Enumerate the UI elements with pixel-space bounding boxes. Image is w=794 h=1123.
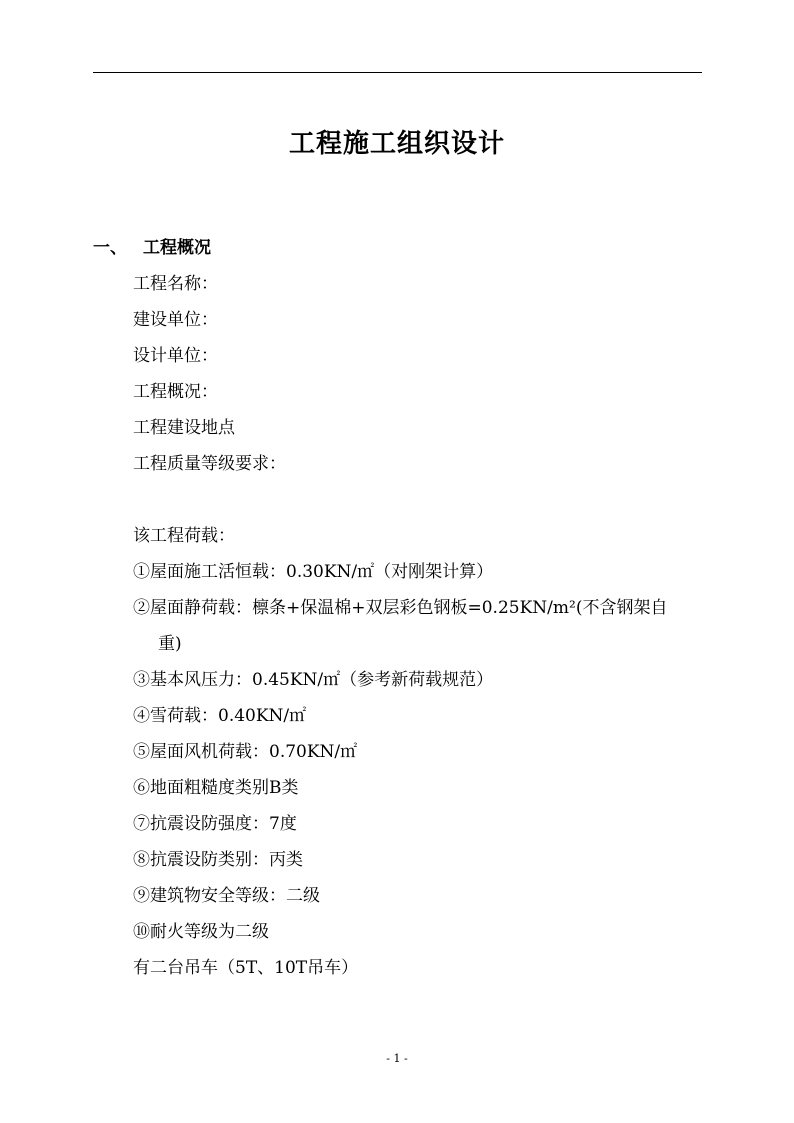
header-rule	[93, 72, 702, 73]
load-item-6: ⑥地面粗糙度类别B类	[133, 778, 299, 798]
field-quality-level: 工程质量等级要求：	[133, 454, 286, 474]
load-item-9: ⑨建筑物安全等级：二级	[133, 886, 320, 906]
load-item-3: ③基本风压力：0.45KN/㎡（参考新荷载规范）	[133, 670, 494, 690]
load-item-2-continuation: 重)	[158, 634, 182, 654]
load-item-7: ⑦抗震设防强度：7度	[133, 814, 297, 834]
load-item-8: ⑧抗震设防类别：丙类	[133, 850, 303, 870]
load-item-4: ④雪荷载：0.40KN/㎡	[133, 706, 307, 726]
field-project-name: 工程名称：	[133, 274, 218, 294]
field-project-overview: 工程概况：	[133, 382, 218, 402]
field-construction-unit: 建设单位：	[133, 310, 218, 330]
page-number: - 1 -	[386, 1052, 408, 1065]
crane-note: 有二台吊车（5T、10T吊车）	[133, 958, 359, 978]
field-design-unit: 设计单位：	[133, 346, 218, 366]
loads-intro: 该工程荷载：	[133, 526, 235, 546]
load-item-10: ⑩耐火等级为二级	[133, 922, 269, 942]
load-item-1: ①屋面施工活恒载：0.30KN/㎡（对刚架计算）	[133, 562, 494, 582]
document-title: 工程施工组织设计	[288, 129, 505, 159]
section-title: 工程概况	[143, 238, 211, 258]
load-item-5: ⑤屋面风机荷载：0.70KN/㎡	[133, 742, 358, 762]
field-project-location: 工程建设地点	[133, 418, 235, 438]
load-item-2: ②屋面静荷载：檩条+保温棉+双层彩色钢板=0.25KN/m²(不含钢架自	[133, 598, 668, 618]
section-number: 一、	[93, 238, 127, 258]
section-heading	[93, 236, 211, 260]
